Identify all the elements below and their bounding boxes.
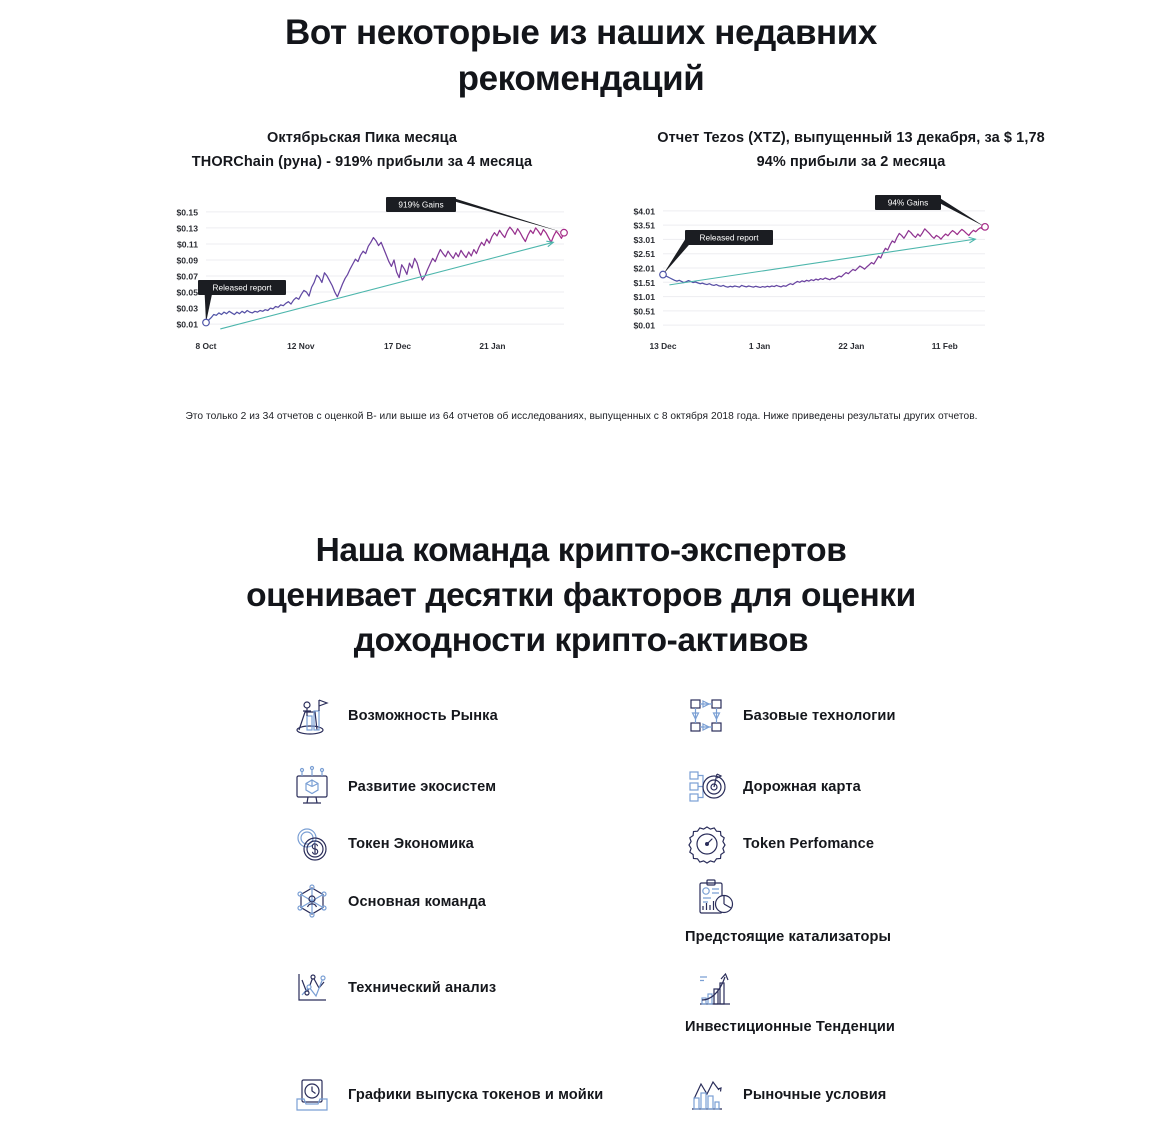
- feature-item[interactable]: [290, 822, 474, 866]
- chart-title-line-2: THORChain (руна) - 919% прибыли за 4 месяца: [191, 154, 533, 170]
- data-point-marker: [561, 229, 568, 236]
- x-tick-label: 12 Nov: [287, 341, 315, 351]
- roadmap-icon: [685, 765, 729, 809]
- y-tick-label: $2.51: [633, 249, 655, 260]
- callout-label: Released report: [699, 232, 759, 243]
- page-title-recommendations: Вот некоторые из наших недавних рекомендаций: [285, 13, 877, 98]
- feature-item[interactable]: [290, 880, 486, 924]
- feature-label: Токен Экономика: [348, 835, 474, 852]
- y-tick-label: $2.01: [633, 263, 655, 274]
- data-point-marker: [660, 271, 667, 278]
- x-tick-label: 22 Jan: [838, 341, 865, 351]
- token-economics-icon: [290, 822, 334, 866]
- feature-label: Технический анализ: [348, 979, 497, 996]
- y-tick-label: $0.15: [176, 207, 198, 218]
- y-tick-label: $4.01: [633, 206, 655, 217]
- chart-figure-tezos: [601, 190, 1101, 362]
- callout-label: 919% Gains: [398, 199, 444, 210]
- chart-svg: [142, 190, 582, 362]
- feature-item[interactable]: [685, 694, 896, 738]
- chart-title-tezos: [601, 126, 1101, 174]
- feature-label: Возможность Рынка: [348, 707, 498, 724]
- y-tick-label: $1.01: [633, 292, 655, 303]
- y-tick-label: $3.51: [633, 220, 655, 231]
- x-tick-label: 8 Oct: [195, 341, 217, 351]
- data-point-marker: [203, 319, 210, 326]
- ecosystem-development-icon: [290, 765, 334, 809]
- y-tick-label: $0.13: [176, 223, 198, 234]
- feature-label: Инвестиционные Тенденции: [685, 1019, 895, 1035]
- chart-svg: [601, 190, 1001, 362]
- trend-arrow-line: [669, 239, 975, 285]
- feature-item[interactable]: [290, 694, 498, 738]
- feature-label: Token Perfomance: [743, 835, 875, 852]
- feature-label: Основная команда: [348, 893, 487, 910]
- token-release-schedule-icon: [290, 1073, 334, 1117]
- chart-title-line-1: Отчет Tezos (XTZ), выпущенный 13 декабря, за $ 1,78: [657, 130, 1045, 146]
- chart-card-tezos: [601, 126, 1101, 362]
- callout-label: Released report: [212, 282, 272, 293]
- y-tick-label: $0.01: [176, 319, 198, 330]
- chart-figure-thorchain: [142, 190, 582, 362]
- feature-item[interactable]: [685, 967, 895, 1038]
- feature-item[interactable]: [290, 765, 496, 809]
- y-tick-label: $3.01: [633, 234, 655, 245]
- feature-item[interactable]: [290, 966, 496, 1010]
- feature-item[interactable]: [290, 1073, 603, 1117]
- investment-trends-icon: [693, 967, 737, 1011]
- chart-title-line-1: Октябрьская Пика месяца: [267, 130, 457, 146]
- x-tick-label: 11 Feb: [931, 341, 958, 351]
- x-tick-label: 13 Dec: [649, 341, 677, 351]
- y-tick-label: $1.51: [633, 277, 655, 288]
- feature-label: Дорожная карта: [743, 778, 861, 795]
- callout-pointer: [439, 197, 564, 233]
- y-tick-label: $0.09: [176, 255, 198, 266]
- feature-item[interactable]: [685, 1073, 886, 1117]
- feature-label: Графики выпуска токенов и мойки: [348, 1086, 604, 1103]
- disclaimer-text: Это только 2 из 34 отчетов с оценкой B- или выше из 64 отчетов об исследованиях, выпущенных с 8 октября 2018 года. Ниже приведены результаты других отчетов.: [185, 411, 978, 422]
- x-tick-label: 17 Dec: [384, 341, 412, 351]
- chart-title-line-2: 94% прибыли за 2 месяца: [756, 154, 946, 170]
- feature-label: Базовые технологии: [743, 707, 896, 724]
- data-point-marker: [982, 224, 989, 231]
- x-tick-label: 1 Jan: [748, 341, 771, 351]
- x-tick-label: 21 Jan: [479, 341, 506, 351]
- feature-item[interactable]: [685, 877, 891, 948]
- feature-label: Рыночные условия: [743, 1086, 887, 1103]
- chart-title-thorchain: [142, 126, 582, 174]
- y-tick-label: $0.05: [176, 287, 198, 298]
- feature-label: Развитие экосистем: [348, 778, 497, 795]
- market-opportunity-icon: [290, 694, 334, 738]
- features-section: [0, 694, 1163, 1132]
- callout-label: 94% Gains: [887, 197, 929, 208]
- y-tick-label: $0.01: [633, 320, 655, 331]
- underlying-technology-icon: [685, 694, 729, 738]
- technical-analysis-icon: [290, 966, 334, 1010]
- feature-label: Предстоящие катализаторы: [685, 929, 892, 945]
- y-tick-label: $0.03: [176, 303, 198, 314]
- market-conditions-icon: [685, 1073, 729, 1117]
- y-tick-label: $0.11: [176, 239, 198, 250]
- feature-item[interactable]: [685, 765, 861, 809]
- y-tick-label: $0.07: [176, 271, 198, 282]
- feature-item[interactable]: [685, 822, 874, 866]
- token-performance-icon: [685, 822, 729, 866]
- page-title-expert-team: Наша команда крипто-экспертов оценивает десятки факторов для оценки доходности крипто-активов: [246, 532, 916, 659]
- core-team-icon: [290, 880, 334, 924]
- upcoming-catalysts-icon: [693, 877, 737, 921]
- y-tick-label: $0.51: [633, 306, 655, 317]
- charts-row: [0, 126, 1163, 386]
- chart-card-thorchain: [142, 126, 582, 362]
